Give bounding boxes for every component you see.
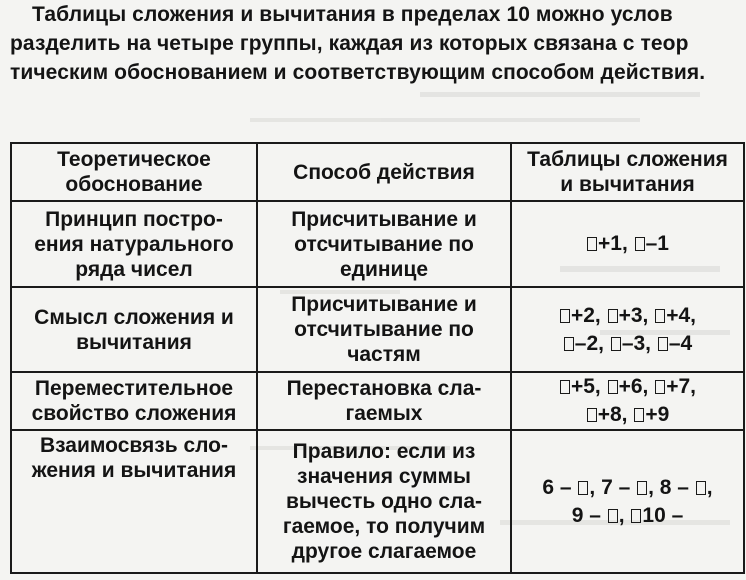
- blank-box: [560, 309, 570, 323]
- formula-text: +7,: [666, 375, 697, 398]
- formula-text: ,: [648, 475, 660, 499]
- blank-box: [655, 380, 665, 394]
- tables-cell: [511, 372, 744, 430]
- blank-box: [587, 237, 597, 251]
- basis-cell: Переместительное свойство сложения: [11, 372, 257, 430]
- blank-box: [634, 408, 644, 422]
- formula-text: –2,: [574, 331, 610, 355]
- basis-cell: Смысл сложения и вычитания: [11, 287, 257, 372]
- formula-text: +9: [645, 403, 670, 426]
- formula-text: +8,: [597, 403, 634, 426]
- table-row: [11, 430, 744, 573]
- blank-box: [637, 481, 647, 495]
- formula-line: [516, 330, 739, 358]
- table-header-row: [11, 143, 744, 201]
- formula-text: –4: [668, 331, 693, 355]
- tables-cell: [511, 201, 744, 287]
- table-row: [11, 287, 744, 372]
- basis-cell: Взаимосвязь сло- жения и вычитания: [11, 430, 257, 573]
- formula-text: +4,: [666, 303, 697, 327]
- formula-text: +1,: [598, 232, 634, 255]
- formula-text: 9 –: [571, 503, 607, 527]
- basis-cell: Принцип постро- ения натурального ряда чисел: [11, 201, 257, 287]
- formula-text: +6,: [618, 375, 655, 398]
- intro-line: разделить на четыре группы, каждая из которых связана с теор: [10, 32, 689, 55]
- blank-box: [658, 337, 668, 351]
- blank-box: [696, 481, 706, 495]
- blank-box: [631, 509, 641, 523]
- formula-text: ,: [589, 475, 602, 499]
- intro-line: тическим обоснованием и соответствующим способом действия.: [10, 61, 706, 84]
- method-cell: Перестановка сла- гаемых: [257, 372, 511, 430]
- method-cell: Правило: если из значения суммы вычесть одно сла- гаемое, то получим другое слагаемое: [257, 430, 511, 573]
- table-row: [11, 201, 744, 287]
- method-cell: Присчитывание и отсчитывание по частям: [257, 287, 511, 372]
- formula-line: [516, 373, 739, 401]
- tables-cell: [511, 287, 744, 372]
- formula-text: 10 –: [642, 503, 684, 527]
- blank-box: [635, 237, 645, 251]
- formula-line: [516, 474, 739, 502]
- formula-text: 8 –: [659, 475, 695, 499]
- formula-text: ,: [706, 475, 713, 499]
- header-theoretical-basis: Теоретическое обоснование: [11, 143, 257, 201]
- table-row: [11, 372, 744, 430]
- formula-text: 7 –: [601, 475, 637, 499]
- blank-box: [611, 337, 621, 351]
- method-cell: Присчитывание и отсчитывание по единице: [257, 201, 511, 287]
- formula-text: –1: [645, 232, 669, 255]
- intro-paragraph: [10, 0, 746, 87]
- formula-line: [516, 401, 739, 429]
- blank-box: [587, 408, 597, 422]
- formula-text: +2,: [570, 303, 607, 327]
- formula-line: [516, 502, 739, 530]
- tables-cell: [511, 430, 744, 573]
- formula-text: 6 –: [542, 475, 578, 499]
- blank-box: [560, 380, 570, 394]
- formula-text: ,: [618, 503, 631, 527]
- formula-text: +5,: [570, 375, 607, 398]
- blank-box: [655, 309, 665, 323]
- formula-line: [516, 230, 739, 258]
- blank-box: [608, 309, 618, 323]
- formula-line: [516, 302, 739, 330]
- intro-line: Таблицы сложения и вычитания в пределах 10 можно услов: [32, 3, 673, 26]
- blank-box: [608, 509, 618, 523]
- header-method: Способ действия: [257, 143, 511, 201]
- addition-subtraction-groups-table: [10, 142, 745, 574]
- formula-text: +3,: [618, 303, 655, 327]
- formula-text: –3,: [621, 331, 657, 355]
- blank-box: [564, 337, 574, 351]
- blank-box: [608, 380, 618, 394]
- blank-box: [578, 481, 588, 495]
- header-tables: Таблицы сложения и вычитания: [511, 143, 744, 201]
